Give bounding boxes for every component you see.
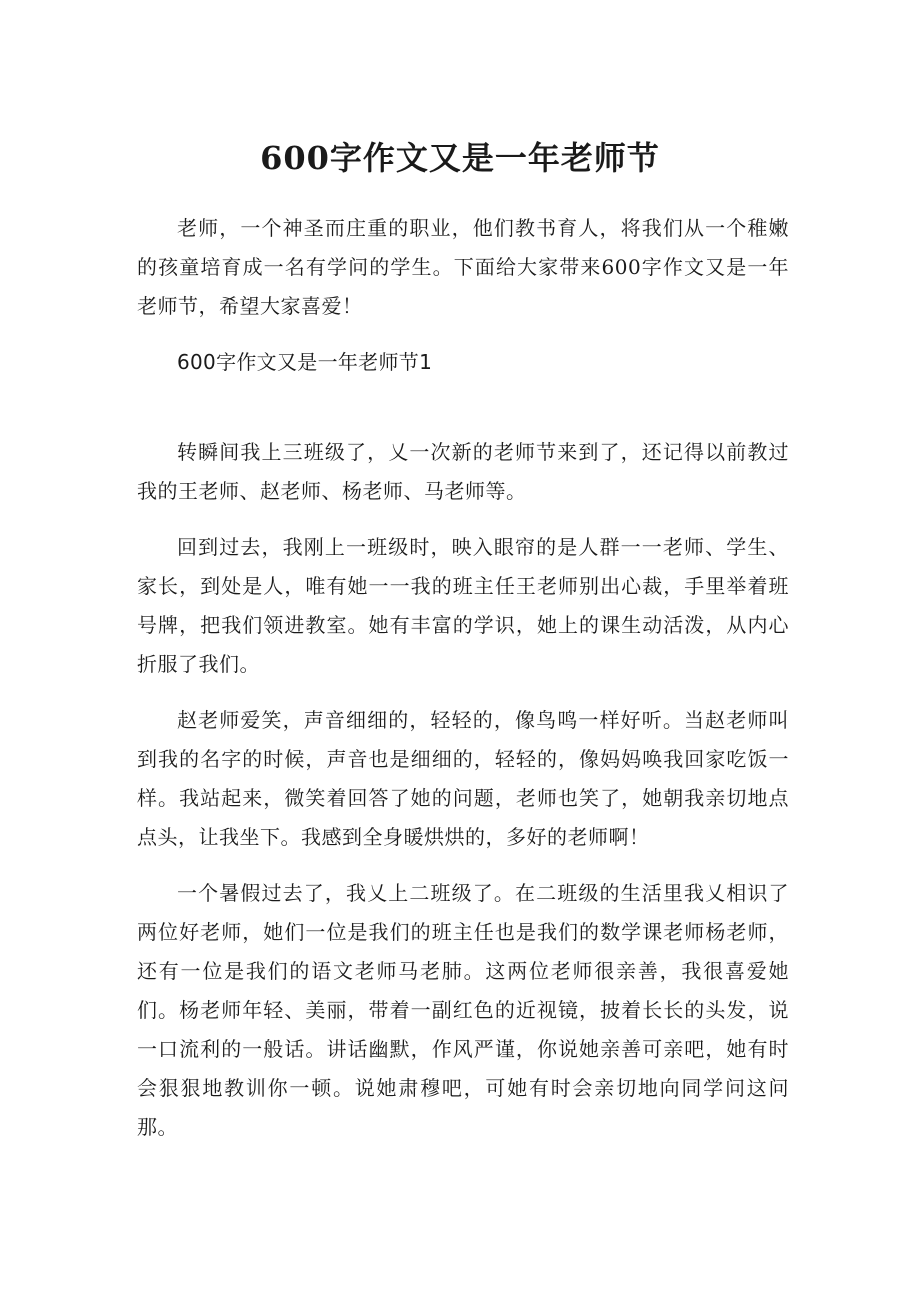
body-paragraph: 转瞬间我上三班级了，乂一次新的老师节来到了，还记得以前教过我的王老师、赵老师、杨老师、马老师等。 [137, 440, 789, 503]
intro-paragraph: 老师，一个神圣而庄重的职业，他们教书育人，将我们从一个稚嫩的孩童培育成一名有学问的学生。下面给大家带来600字作文又是一年老师节，希望大家喜爱！ [137, 216, 789, 318]
section-heading: 600字作文又是一年老师节1 [177, 350, 433, 374]
body-paragraph: 赵老师爱笑，声音细细的，轻轻的，像鸟鸣一样好听。当赵老师叫到我的名字的时候，声音也是细细的，轻轻的，像妈妈唤我回家吃饭一样。我站起来，微笑着回答了她的问题，老师也笑了，她朝我亲切地点点头，让我坐下。我感到全身暖烘烘的，多好的老师啊！ [137, 708, 789, 849]
body-paragraph: 回到过去，我刚上一班级时，映入眼帘的是人群一一老师、学生、家长，到处是人，唯有她一一我的班主任王老师别出心裁，手里举着班号牌，把我们领进教室。她有丰富的学识，她上的课生动活泼，从内心折服了我们。 [137, 535, 789, 676]
document-body [137, 209, 789, 1164]
body-paragraph: 一个暑假过去了，我乂上二班级了。在二班级的生活里我乂相识了两位好老师，她们一位是我们的班主任也是我们的数学课老师杨老师，还有一位是我们的语文老师马老肺。这两位老师很亲善，我很喜爱她们。杨老师年轻、美丽，带着一副红色的近视镜，披着长长的头发，说一口流利的一般话。讲话幽默，作风严谨，你说她亲善可亲吧，她有时会狠狠地教训你一顿。说她肃穆吧，可她有时会亲切地向同学问这问那。 [137, 881, 789, 1139]
document-title: 600字作文又是一年老师节 [260, 139, 660, 177]
